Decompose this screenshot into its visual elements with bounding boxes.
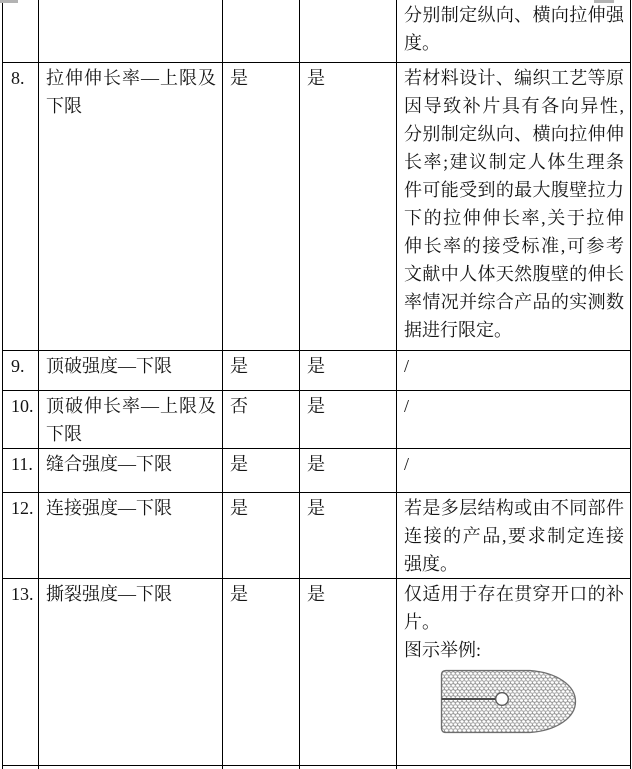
table-row <box>3 578 631 765</box>
clipped-content-artifact-left <box>0 0 18 3</box>
remark-cell: 分别制定纵向、横向拉伸强度。 <box>397 0 631 62</box>
criteria-name-cell: 撕裂强度—下限 <box>39 578 223 765</box>
row-number-cell: 10. <box>3 390 39 448</box>
table-row <box>3 390 631 448</box>
flag1-cell: 是 <box>223 578 300 765</box>
table-row <box>3 448 631 492</box>
criteria-name-cell: 拉伸伸长率—上限及下限 <box>39 62 223 350</box>
table-row <box>3 62 631 350</box>
remark-cell: 若是多层结构或由不同部件连接的产品,要求制定连接强度。 <box>397 492 631 578</box>
flag2-cell: 是 <box>300 62 397 350</box>
illustration-label: 图示举例: <box>404 639 482 660</box>
table-row <box>3 492 631 578</box>
remark-cell: / <box>397 448 631 492</box>
table-row <box>3 350 631 390</box>
punch-hole <box>496 692 509 705</box>
flag1-cell: 是 <box>223 62 300 350</box>
criteria-name-cell: 顶破伸长率—上限及下限 <box>39 390 223 448</box>
criteria-name-cell: 连接强度—下限 <box>39 492 223 578</box>
remark-cell: 若材料设计、编织工艺等原因导致补片具有各向异性,分别制定纵向、横向拉伸伸长率;建议制定人体生理条件可能受到的最大腹壁拉力下的拉伸伸长率,关于拉伸伸长率的接受标准,可参考文献中人体天然腹壁的伸长率情况并综合产品的实测数据进行限定。 <box>397 62 631 350</box>
flag2-cell: 是 <box>300 448 397 492</box>
row-number-cell: 9. <box>3 350 39 390</box>
flag2-cell: 是 <box>300 390 397 448</box>
flag1-cell <box>223 0 300 62</box>
row-number-cell: 8. <box>3 62 39 350</box>
remark-text: 仅适用于存在贯穿开口的补片。 <box>404 583 624 632</box>
flag2-cell <box>300 0 397 62</box>
row-number-cell: 11. <box>3 448 39 492</box>
clipped-content-artifact-right <box>594 0 614 3</box>
flag2-cell: 是 <box>300 350 397 390</box>
criteria-name-cell: 缝合强度—下限 <box>39 448 223 492</box>
mesh-patch-image <box>440 669 577 734</box>
criteria-name-cell: 顶破强度—下限 <box>39 350 223 390</box>
mesh-patch-illustration <box>440 669 624 734</box>
flag2-cell: 是 <box>300 578 397 765</box>
flag1-cell: 是 <box>223 448 300 492</box>
row-number-cell <box>3 0 39 62</box>
flag2-cell: 是 <box>300 492 397 578</box>
remark-cell: / <box>397 350 631 390</box>
table-row-continued <box>3 0 631 62</box>
row-number-cell: 13. <box>3 578 39 765</box>
criteria-table <box>2 0 631 769</box>
flag1-cell: 是 <box>223 492 300 578</box>
remark-cell <box>397 578 631 765</box>
remark-cell: / <box>397 390 631 448</box>
flag1-cell: 是 <box>223 350 300 390</box>
row-number-cell: 12. <box>3 492 39 578</box>
criteria-name-cell <box>39 0 223 62</box>
flag1-cell: 否 <box>223 390 300 448</box>
